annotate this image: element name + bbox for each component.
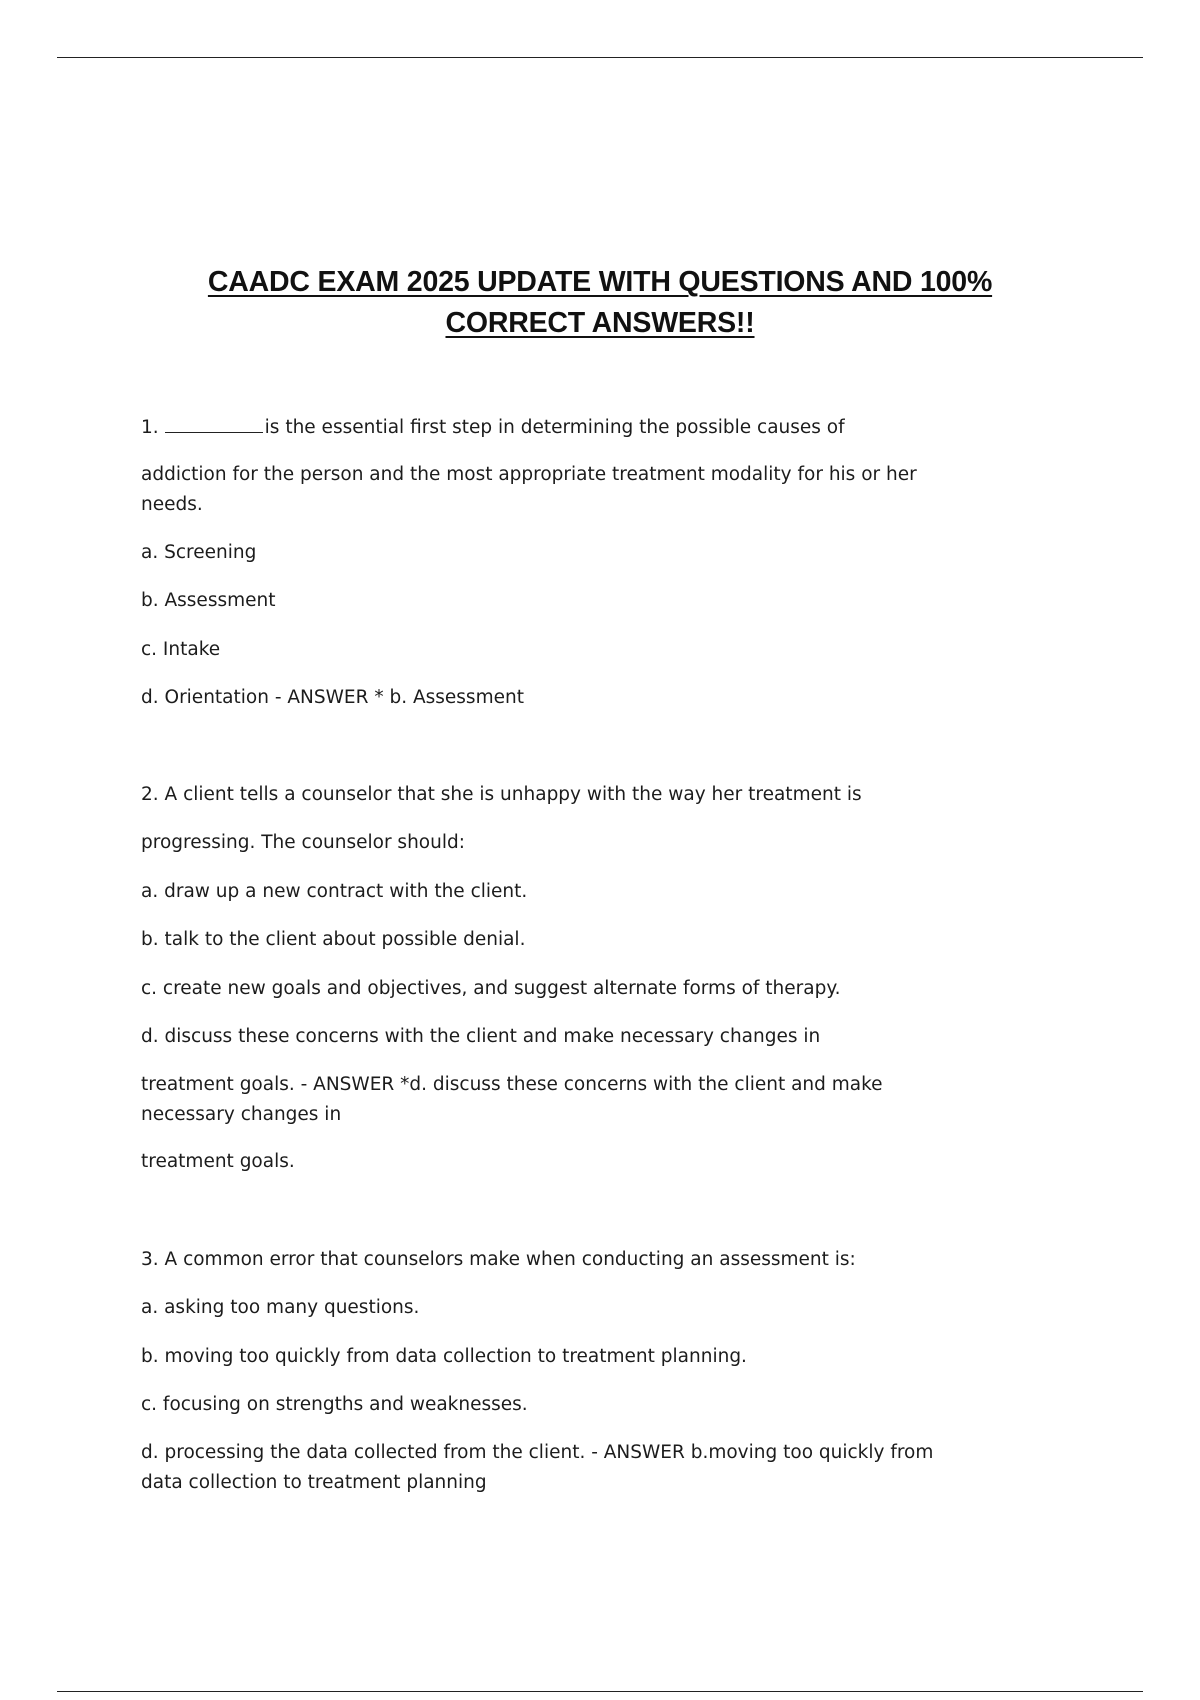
q1-stem-text: is the essential first step in determining the possible causes of: [264, 417, 845, 438]
q1-number: 1.: [141, 417, 159, 438]
q3-option-d-answer-line-2: data collection to treatment planning: [141, 1472, 487, 1493]
q1-stem-line-3: needs.: [141, 494, 203, 515]
q1-stem-line-2: addiction for the person and the most appropriate treatment modality for his or her: [141, 464, 917, 485]
q3-option-b: b. moving too quickly from data collection to treatment planning.: [141, 1346, 747, 1367]
q2-option-b: b. talk to the client about possible denial.: [141, 929, 526, 950]
q1-fill-in-blank: [165, 414, 263, 433]
q2-option-a: a. draw up a new contract with the client.: [141, 881, 528, 902]
q1-option-b: b. Assessment: [141, 590, 276, 611]
q3-option-c: c. focusing on strengths and weaknesses.: [141, 1394, 528, 1415]
q3-option-a: a. asking too many questions.: [141, 1297, 420, 1318]
title-line-2: CORRECT ANSWERS!!: [445, 307, 755, 339]
q1-option-d-answer: d. Orientation - ANSWER * b. Assessment: [141, 687, 524, 708]
q2-option-c: c. create new goals and objectives, and suggest alternate forms of therapy.: [141, 978, 841, 999]
q2-stem-line-2: progressing. The counselor should:: [141, 832, 465, 853]
q2-option-d-answer-line-2: necessary changes in: [141, 1104, 342, 1125]
bottom-rule: [57, 1691, 1143, 1692]
q3-option-d-answer-line-1: d. processing the data collected from the client. - ANSWER b.moving too quickly from: [141, 1442, 934, 1463]
q2-option-d-answer-line-1: treatment goals. - ANSWER *d. discuss these concerns with the client and make: [141, 1074, 883, 1095]
top-rule: [57, 57, 1143, 58]
q1-stem-line-1: [141, 413, 845, 443]
title-line-1: CAADC EXAM 2025 UPDATE WITH QUESTIONS AND 100%: [207, 266, 993, 298]
q2-option-d-line-1: d. discuss these concerns with the client and make necessary changes in: [141, 1026, 821, 1047]
q2-stem-line-1: 2. A client tells a counselor that she is unhappy with the way her treatment is: [141, 784, 862, 805]
q1-option-a: a. Screening: [141, 542, 257, 563]
q2-option-d-answer-line-3: treatment goals.: [141, 1151, 295, 1172]
q1-option-c: c. Intake: [141, 639, 221, 660]
document-title: [100, 262, 1100, 344]
q3-stem: 3. A common error that counselors make when conducting an assessment is:: [141, 1249, 856, 1270]
